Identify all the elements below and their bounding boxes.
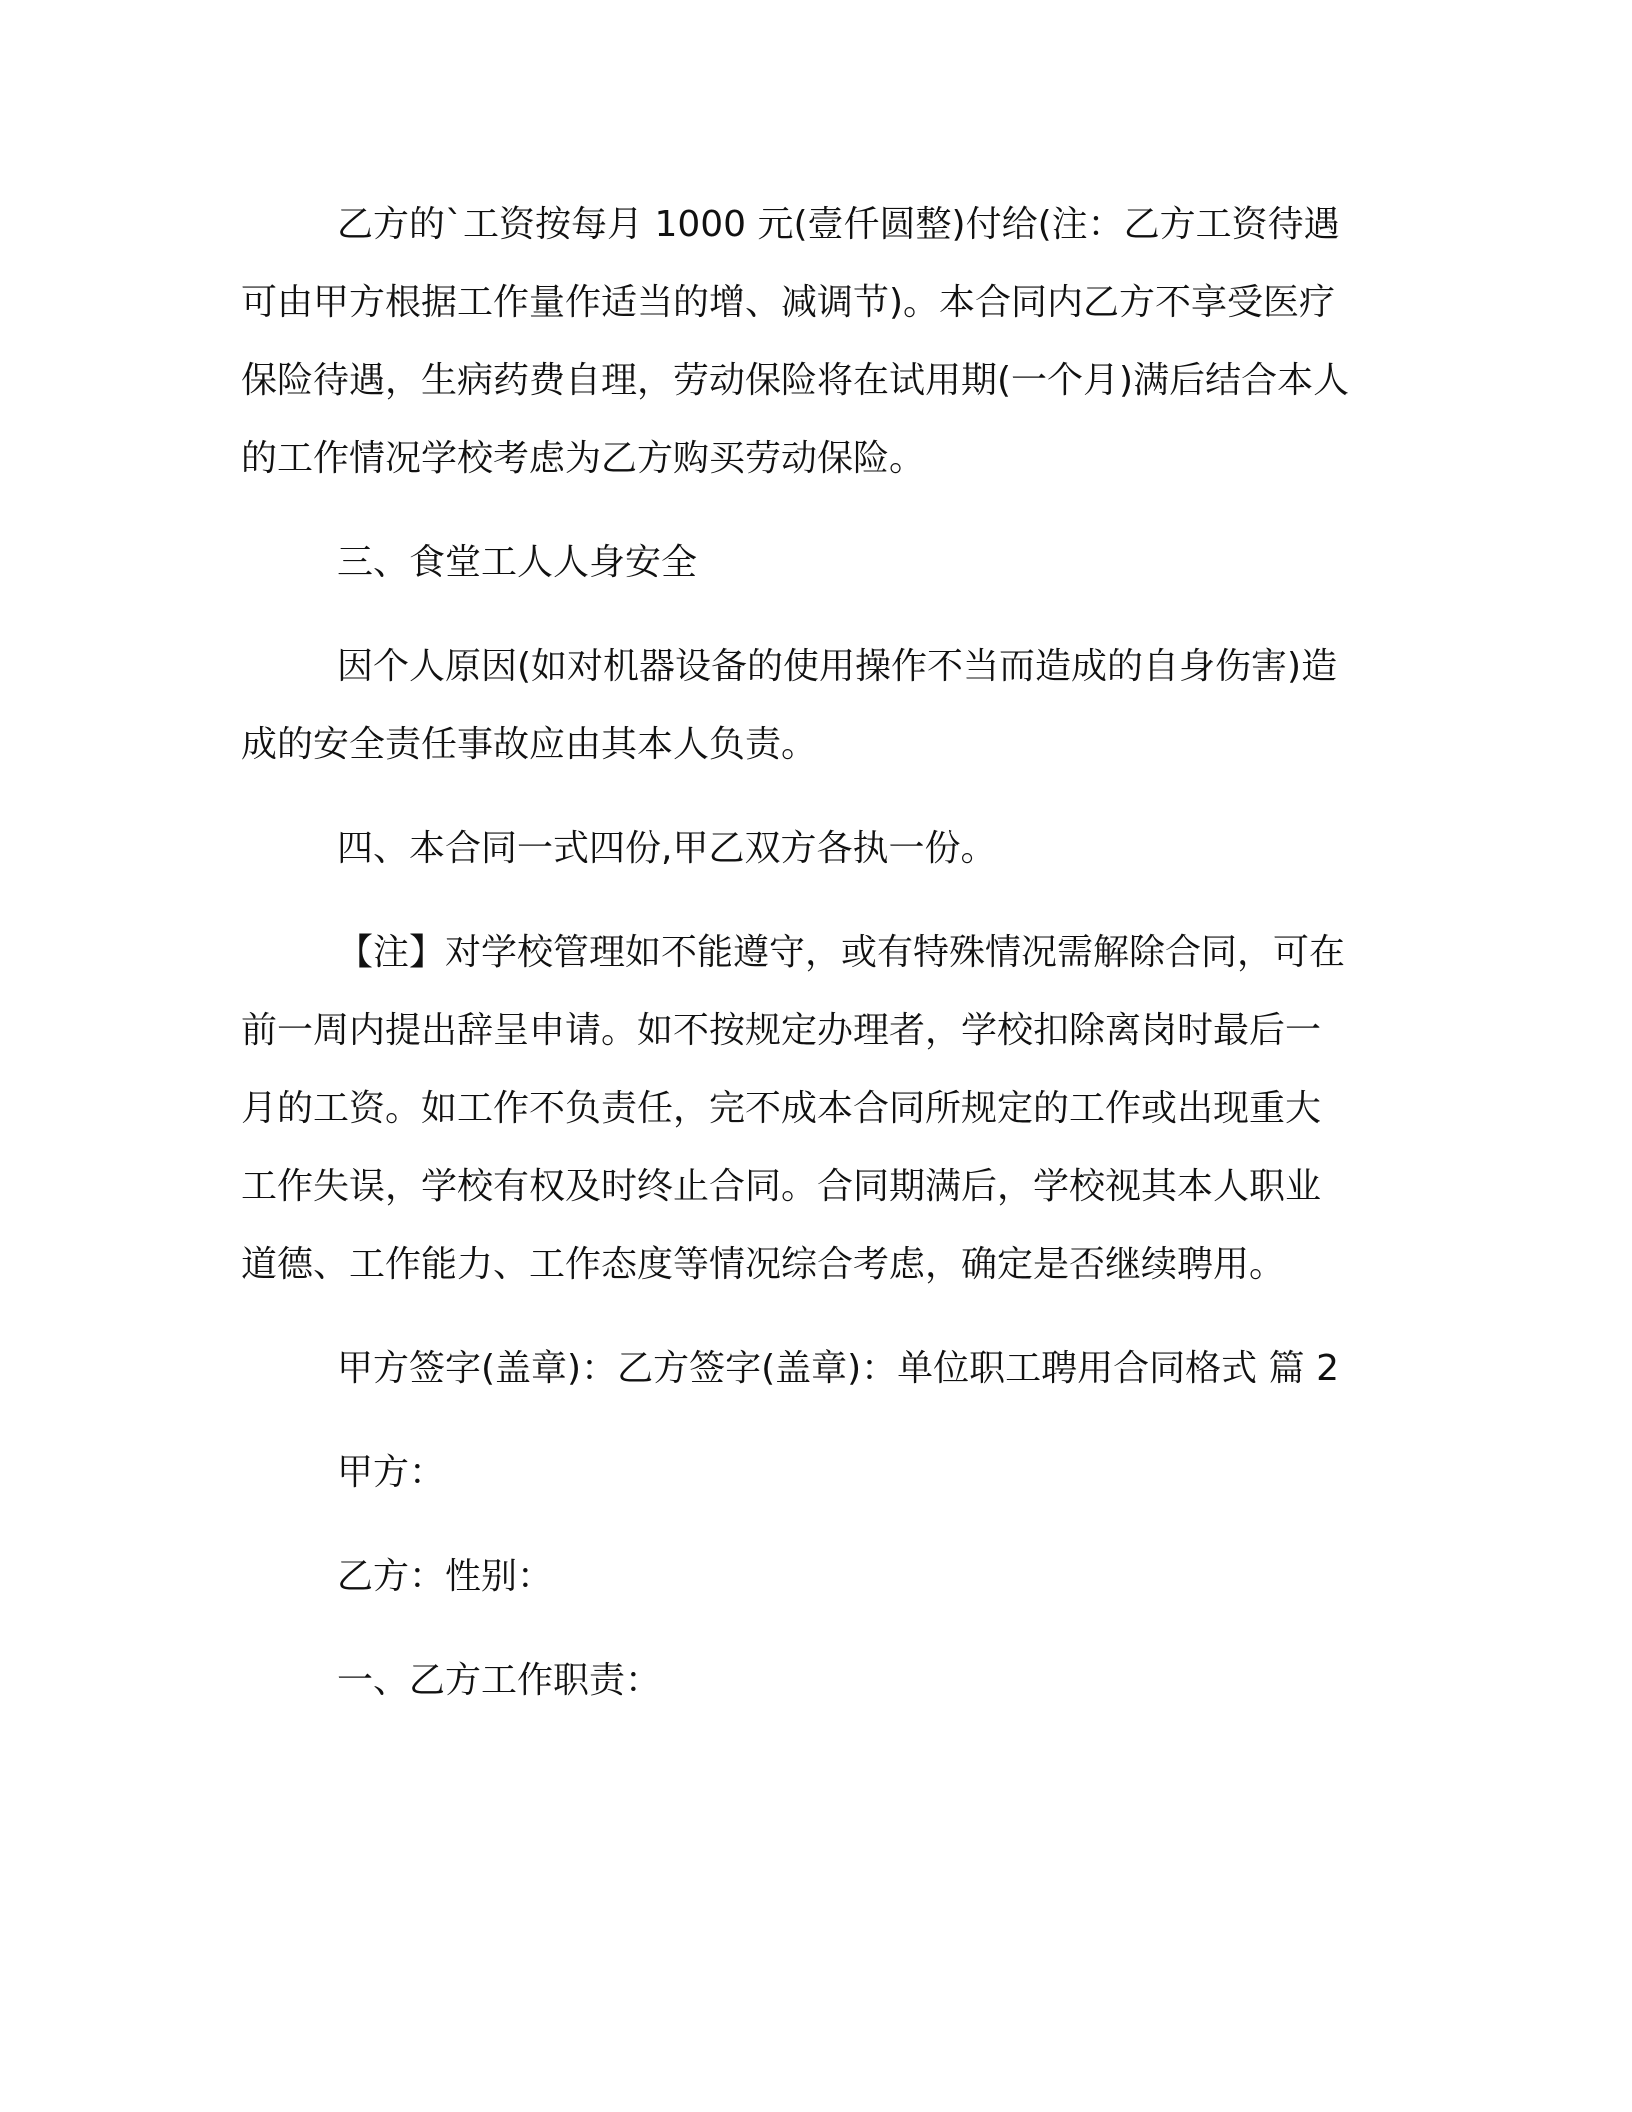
party-b-line [241,1538,1391,1616]
text-line: 可由甲方根据工作量作适当的增、减调节)。本合同内乙方不享受医疗 [241,282,1336,323]
section-heading: 三、食堂工人人身安全 [337,542,698,583]
section-heading: 一、乙方工作职责： [337,1660,662,1701]
heading-section-one [241,1642,1391,1720]
text-line: 成的安全责任事故应由其本人负责。 [241,724,818,765]
text-line: 甲方： [337,1452,446,1493]
heading-section-four [241,810,1391,888]
text-line: 的工作情况学校考虑为乙方购买劳动保险。 [241,438,926,479]
text-line: 乙方：性别： [337,1556,554,1597]
text-line: 因个人原因(如对机器设备的使用操作不当而造成的自身伤害)造 [337,646,1338,687]
text-line: 保险待遇，生病药费自理，劳动保险将在试用期(一个月)满后结合本人 [241,360,1350,401]
text-line: 前一周内提出辞呈申请。如不按规定办理者，学校扣除离岗时最后一 [241,1010,1322,1051]
signature-line [241,1330,1391,1408]
party-a-line [241,1434,1391,1512]
document-body [241,186,1391,1720]
paragraph-note [241,914,1391,1304]
text-line: 月的工资。如工作不负责任，完不成本合同所规定的工作或出现重大 [241,1088,1322,1129]
text-line: 【注】对学校管理如不能遵守，或有特殊情况需解除合同，可在 [337,932,1346,973]
paragraph-wages [241,186,1391,498]
text-line: 道德、工作能力、工作态度等情况综合考虑，确定是否继续聘用。 [241,1244,1286,1285]
text-line: 乙方的`工资按每月 1000 元(壹仟圆整)付给(注：乙方工资待遇 [337,204,1340,245]
paragraph-safety [241,628,1391,784]
heading-section-three [241,524,1391,602]
text-line: 工作失误，学校有权及时终止合同。合同期满后，学校视其本人职业 [241,1166,1322,1207]
section-heading: 四、本合同一式四份,甲乙双方各执一份。 [337,828,997,869]
text-line: 甲方签字(盖章)：乙方签字(盖章)：单位职工聘用合同格式 篇 2 [337,1348,1339,1389]
